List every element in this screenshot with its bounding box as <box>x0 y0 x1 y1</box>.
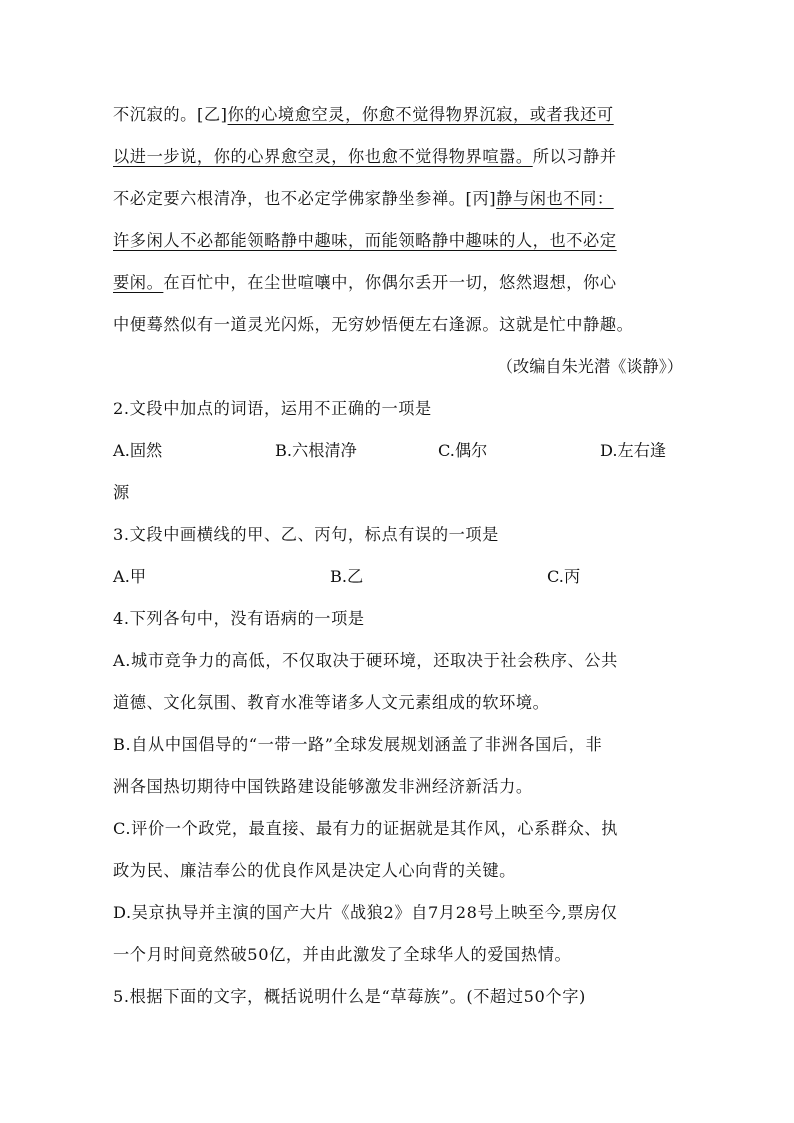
q3-option-a: A.甲 <box>113 567 147 586</box>
question-2-options <box>113 436 683 466</box>
underlined-sentence-bing: 静与闲也不同： <box>496 189 614 208</box>
passage-line-5 <box>113 268 617 298</box>
passage-text: 在百忙中，在尘世喧嚷中，你偶尔丢开一切，悠然遐想，你心 <box>163 273 617 292</box>
q2-option-b: B.六根清净 <box>275 441 357 460</box>
q4-option-c-line-2: 政为民、廉洁奉公的优良作风是决定人心向背的关键。 <box>113 861 516 880</box>
q4-option-c-line-1: C.评价一个政党，最直接、最有力的证据就是其作风，心系群众、执 <box>113 819 618 838</box>
passage-line-6 <box>113 310 633 340</box>
underlined-sentence-bing-cont: 许多闲人不必都能领略静中趣味，而能领略静中趣味的人，也不必定 <box>113 231 617 250</box>
q2-option-d: D.左右逢 <box>600 441 667 460</box>
passage-text: 所以习静并 <box>532 147 617 166</box>
underlined-sentence-bing-end: 要闲。 <box>113 273 164 292</box>
underlined-sentence-yi-cont: 以进一步说，你的心界愈空灵，你也愈不觉得物界喧嚣。 <box>113 147 533 166</box>
passage-source: （改编自朱光潜《谈静》） <box>496 357 683 376</box>
passage-line-3 <box>113 184 614 214</box>
question-5-stem: 5.根据下面的文字，概括说明什么是“草莓族”。(不超过50个字) <box>113 987 586 1006</box>
q4-option-a-line-1: A.城市竞争力的高低，不仅取决于硬环境，还取决于社会秩序、公共 <box>113 651 618 670</box>
q4-option-d-line-1: D.吴京执导并主演的国产大片《战狼2》自7月28号上映至今,票房仅 <box>113 903 618 922</box>
sentence-marker-bing: [丙] <box>465 189 497 208</box>
q3-option-b: B.乙 <box>330 567 364 586</box>
passage-line-4 <box>113 226 617 256</box>
underlined-sentence-yi: 你的心境愈空灵，你愈不觉得物界沉寂，或者我还可 <box>227 105 614 124</box>
q2-option-a: A.固然 <box>113 441 163 460</box>
question-2-stem: 2.文段中加点的词语，运用不正确的一项是 <box>113 399 432 418</box>
sentence-marker-yi: [乙] <box>196 105 228 124</box>
passage-text: 不必定要六根清净，也不必定学佛家静坐参禅。 <box>113 189 466 208</box>
q3-option-c: C.丙 <box>547 567 581 586</box>
passage-text: 不沉寂的。 <box>113 105 197 124</box>
q4-option-d-line-2: 一个月时间竟然破50亿，并由此激发了全球华人的爱国热情。 <box>113 945 572 964</box>
q4-option-a-line-2: 道德、文化氛围、教育水准等诸多人文元素组成的软环境。 <box>113 693 550 712</box>
passage-line-2 <box>113 142 617 172</box>
question-3-options <box>113 562 683 592</box>
q2-option-d-wrap: 源 <box>113 483 130 502</box>
q4-option-b-line-1: B.自从中国倡导的“一带一路”全球发展规划涵盖了非洲各国后，非 <box>113 735 603 754</box>
q2-option-c: C.偶尔 <box>438 441 488 460</box>
question-4-stem: 4.下列各句中，没有语病的一项是 <box>113 609 365 628</box>
passage-text: 中便蓦然似有一道灵光闪烁，无穷妙悟便左右逢源。这就是忙中静趣。 <box>113 315 634 334</box>
passage-line-1 <box>113 100 614 130</box>
q4-option-b-line-2: 洲各国热切期待中国铁路建设能够激发非洲经济新活力。 <box>113 777 533 796</box>
question-3-stem: 3.文段中画横线的甲、乙、丙句，标点有误的一项是 <box>113 525 499 544</box>
